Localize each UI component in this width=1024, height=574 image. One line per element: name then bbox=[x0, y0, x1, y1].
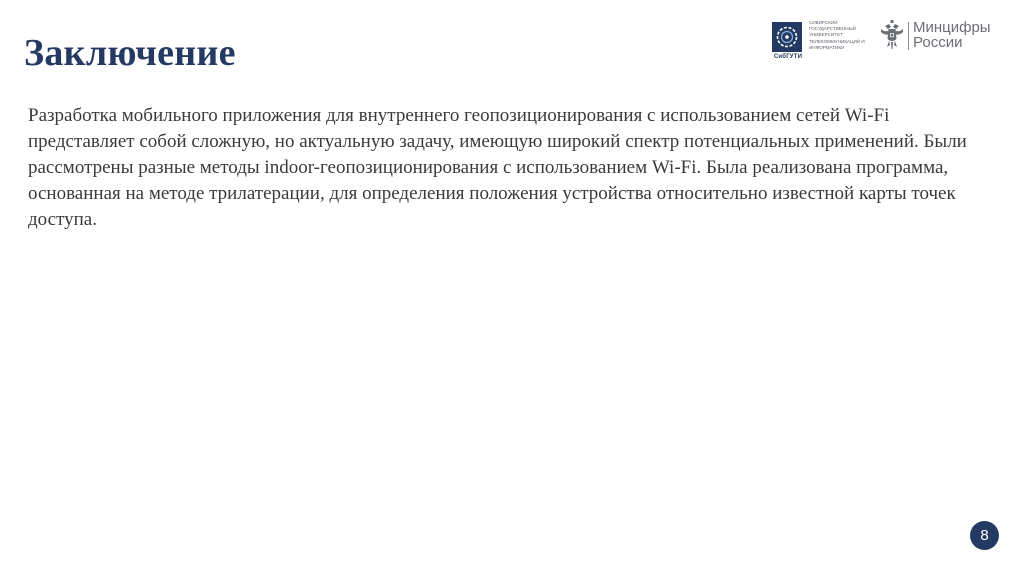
sibguti-full-name: СИБИРСКИЙ ГОСУДАРСТВЕННЫЙ УНИВЕРСИТЕТ ТЕЛЕКОММУНИКАЦИЙ И ИНФОРМАТИКИ bbox=[809, 20, 865, 50]
sibguti-logo bbox=[772, 20, 864, 64]
sibguti-abbreviation: СибГУТИ bbox=[773, 54, 803, 60]
logo-divider bbox=[908, 22, 909, 50]
ministry-logo bbox=[880, 20, 1004, 54]
page-number-badge: 8 bbox=[970, 521, 999, 550]
ministry-name-line2: России bbox=[913, 34, 963, 51]
slide-title: Заключение bbox=[24, 32, 236, 74]
sibguti-emblem-icon bbox=[772, 22, 802, 52]
conclusion-paragraph: Разработка мобильного приложения для внутреннего геопозиционирования с использованием сетей Wi-Fi представляет собой сложную, но актуальную задачу, имеющую широкий спектр потенциальных применений. Были рассмотрены разные методы indoor-геопозиционирования с использованием Wi-Fi. Была реализована программа, основанная на методе трилатерации, для определения положения устройства относительно известной карты точек доступа. bbox=[28, 105, 967, 230]
ministry-name-line1: Минцифры bbox=[913, 19, 991, 36]
ministry-name bbox=[913, 20, 991, 50]
double-headed-eagle-icon bbox=[880, 20, 904, 50]
